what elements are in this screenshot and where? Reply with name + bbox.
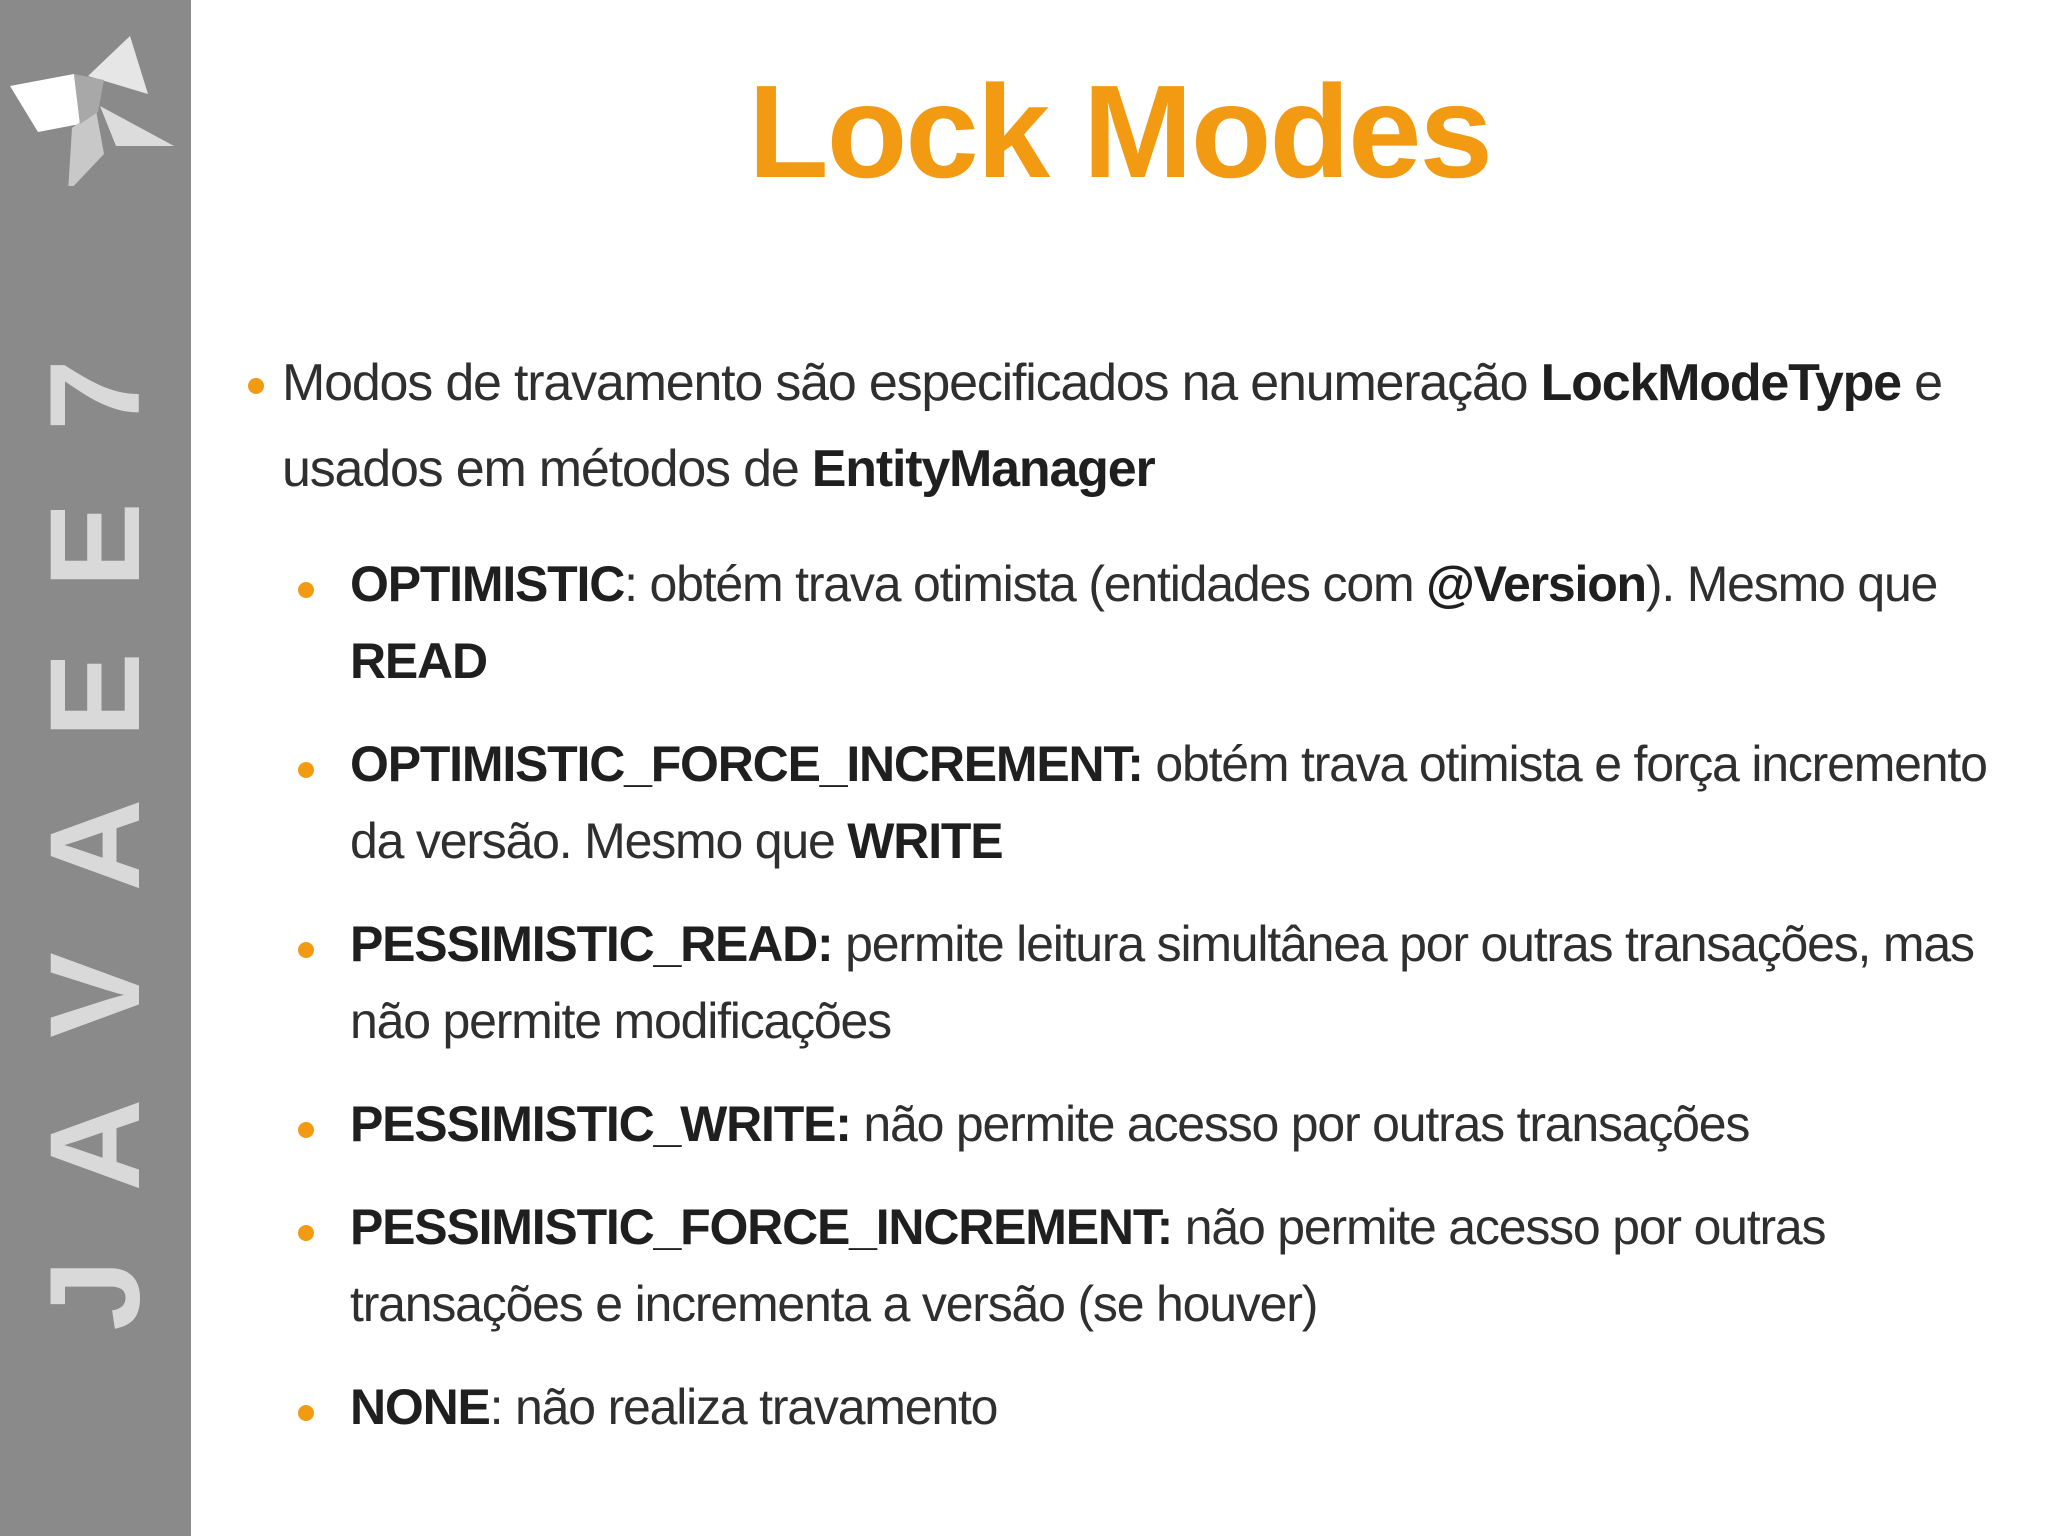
mode-description: ). Mesmo que: [1645, 556, 1938, 612]
mode-keyword: WRITE: [847, 813, 1003, 869]
bullet-dot-icon: [298, 1122, 314, 1138]
vertical-letter: E: [23, 502, 167, 588]
slide-content: [240, 340, 2008, 1472]
javaee-star-logo-icon: [8, 16, 174, 186]
bullet-dot-icon: [298, 762, 314, 778]
vertical-letter: V: [23, 952, 167, 1038]
vertical-letter: E: [23, 652, 167, 738]
main-bullet: [240, 340, 2008, 512]
mode-name: OPTIMISTIC_FORCE_INCREMENT:: [350, 736, 1143, 792]
lockmodetype-keyword: LockModeType: [1540, 354, 1901, 412]
sidebar: [0, 0, 191, 1536]
vertical-letter: A: [23, 1098, 167, 1192]
list-item-pessimistic-force-increment: [240, 1189, 2008, 1343]
mode-description: obtém trava otimista e força incremento da versão. Mesmo que: [350, 736, 1987, 869]
vertical-letter: J: [23, 1259, 167, 1331]
mode-description: permite leitura simultânea por outras transações, mas não permite modificações: [350, 916, 1974, 1049]
list-item-optimistic-force-increment: [240, 726, 2008, 880]
main-bullet-text: e usados em métodos de: [282, 354, 1942, 498]
mode-name: PESSIMISTIC_WRITE:: [350, 1096, 851, 1152]
mode-name: PESSIMISTIC_READ:: [350, 916, 833, 972]
bullet-dot-icon: [248, 378, 264, 394]
mode-description: : obtém trava otimista (entidades com: [624, 556, 1427, 612]
list-item-pessimistic-write: [240, 1086, 2008, 1163]
main-bullet-text: Modos de travamento são especificados na enumeração: [282, 354, 1541, 412]
list-item-pessimistic-read: [240, 906, 2008, 1060]
mode-name: NONE: [350, 1379, 490, 1435]
bullet-dot-icon: [298, 582, 314, 598]
slide-title: Lock Modes: [748, 58, 1491, 205]
list-item-none: [240, 1369, 2008, 1446]
mode-keyword: READ: [350, 633, 487, 689]
vertical-letter: 7: [23, 359, 167, 431]
vertical-letter: A: [23, 798, 167, 892]
entitymanager-keyword: EntityManager: [811, 440, 1155, 498]
bullet-dot-icon: [298, 1405, 314, 1421]
bullet-dot-icon: [298, 1225, 314, 1241]
mode-description: : não realiza travamento: [489, 1379, 998, 1435]
bullet-dot-icon: [298, 942, 314, 958]
mode-name: PESSIMISTIC_FORCE_INCREMENT:: [350, 1199, 1173, 1255]
mode-name: OPTIMISTIC: [350, 556, 625, 612]
list-item-optimistic: [240, 546, 2008, 700]
javaee7-vertical-text: [0, 320, 191, 1370]
lock-mode-list: [240, 546, 2008, 1446]
mode-description: não permite acesso por outras transações e incrementa a versão (se houver): [350, 1199, 1826, 1332]
mode-keyword: @Version: [1426, 556, 1646, 612]
mode-description: não permite acesso por outras transações: [850, 1096, 1750, 1152]
